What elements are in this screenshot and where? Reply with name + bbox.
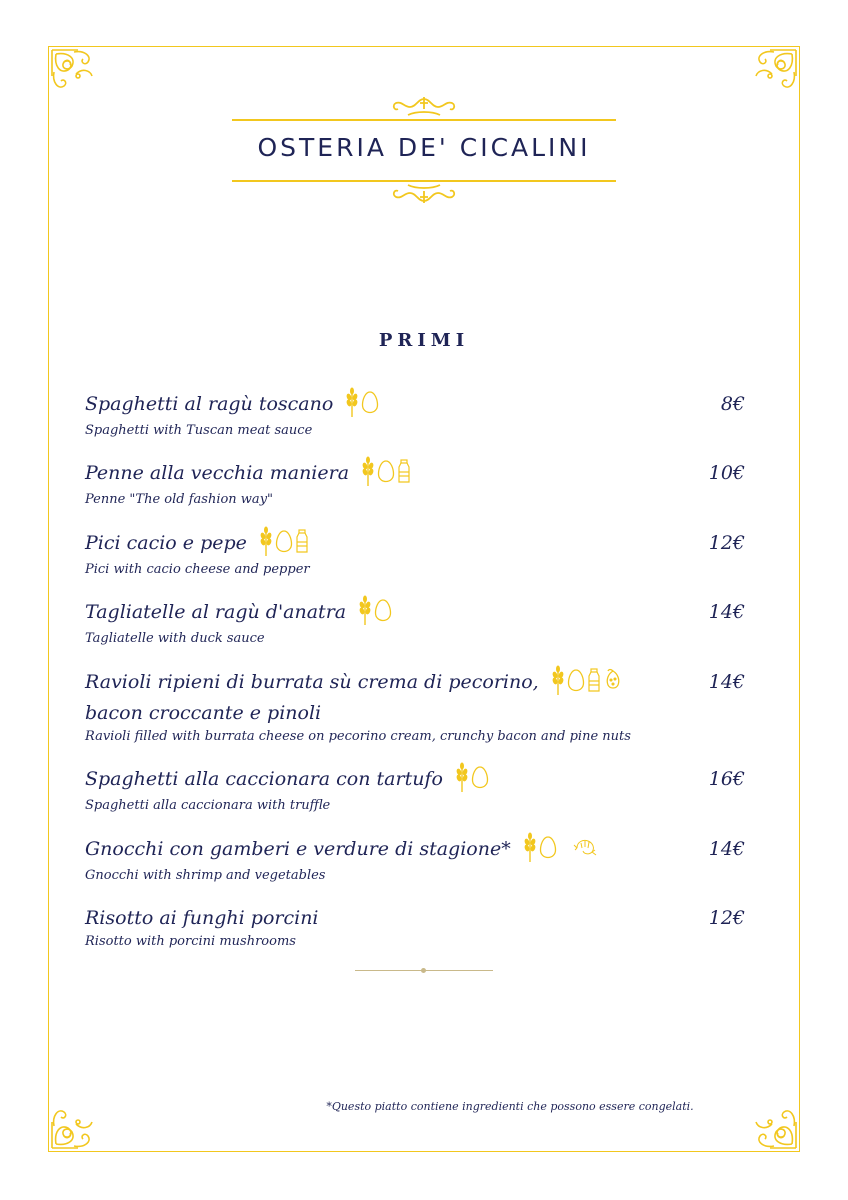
allergen-icons [345,387,381,417]
menu-item [85,459,765,509]
egg-icon [471,766,491,785]
shrimp-icon [573,836,601,855]
flourish-icon [388,181,460,205]
menu-item [85,390,765,440]
nut-icon [603,669,625,688]
wheat-icon [523,836,539,855]
dish-name: Risotto ai funghi porcini [85,907,319,929]
corner-ornament-icon [48,1098,102,1152]
egg-icon [275,530,295,549]
dish-description: Gnocchi with shrimp and vegetables [85,867,326,883]
dish-name: Gnocchi con gamberi e verdure di stagione* [85,838,511,860]
dish-price: 14€ [708,838,745,860]
menu-item [85,904,765,951]
restaurant-name: OSTERIA DE' CICALINI [257,133,591,162]
flourish-icon [388,95,460,119]
wheat-icon [455,766,471,785]
wheat-icon [259,530,275,549]
dish-description: Ravioli filled with burrata cheese on pecorino cream, crunchy bacon and pine nuts [85,728,631,744]
dish-price: 8€ [720,393,745,415]
menu-item [85,668,765,746]
allergen-icons [523,832,601,862]
allergen-icons [361,456,413,486]
allergen-icons [455,762,491,792]
wheat-icon [551,669,567,688]
header-rule-top [232,119,616,121]
dish-description: Pici with cacio cheese and pepper [85,561,310,577]
footnote: *Questo piatto contiene ingredienti che possono essere congelati. [326,1100,694,1113]
divider-dot [421,968,426,973]
corner-ornament-icon [48,46,102,100]
dish-description: Risotto with porcini mushrooms [85,934,296,949]
allergen-icons [259,526,311,556]
dish-price: 10€ [708,462,745,484]
egg-icon [377,460,397,479]
egg-icon [361,391,381,410]
dish-description: Penne "The old fashion way" [85,491,274,507]
corner-ornament-icon [746,46,800,100]
dish-price: 14€ [708,671,745,693]
wheat-icon [345,391,361,410]
dish-price: 14€ [708,601,745,623]
dish-name: Ravioli ripieni di burrata sù crema di pecorino, [85,671,539,693]
section-title: PRIMI [378,330,470,351]
section-divider [355,968,493,973]
wheat-icon [358,599,374,618]
menu-item [85,835,765,885]
dish-price: 12€ [708,907,745,929]
menu-item [85,598,765,648]
dish-name: Spaghetti alla caccionara con tartufo [85,768,443,790]
milk-icon [587,669,603,688]
allergen-icons [551,665,625,695]
dish-name: Tagliatelle al ragù d'anatra [85,601,347,623]
dish-description: Spaghetti with Tuscan meat sauce [85,422,313,438]
dish-description: Tagliatelle with duck sauce [85,630,265,646]
restaurant-header [230,95,618,205]
egg-icon [567,669,587,688]
dish-price: 16€ [708,768,745,790]
dish-description: Spaghetti alla caccionara with truffle [85,797,331,813]
egg-icon [539,836,559,855]
menu-item [85,765,765,815]
dish-name-line-2: bacon croccante e pinoli [85,701,322,724]
milk-icon [295,530,311,549]
dish-name: Spaghetti al ragù toscano [85,393,334,415]
dish-price: 12€ [708,532,745,554]
dish-name: Penne alla vecchia maniera [85,462,350,484]
allergen-icons [358,595,394,625]
egg-icon [374,599,394,618]
milk-icon [397,460,413,479]
menu-item [85,529,765,579]
dish-name: Pici cacio e pepe [85,532,247,554]
wheat-icon [361,460,377,479]
